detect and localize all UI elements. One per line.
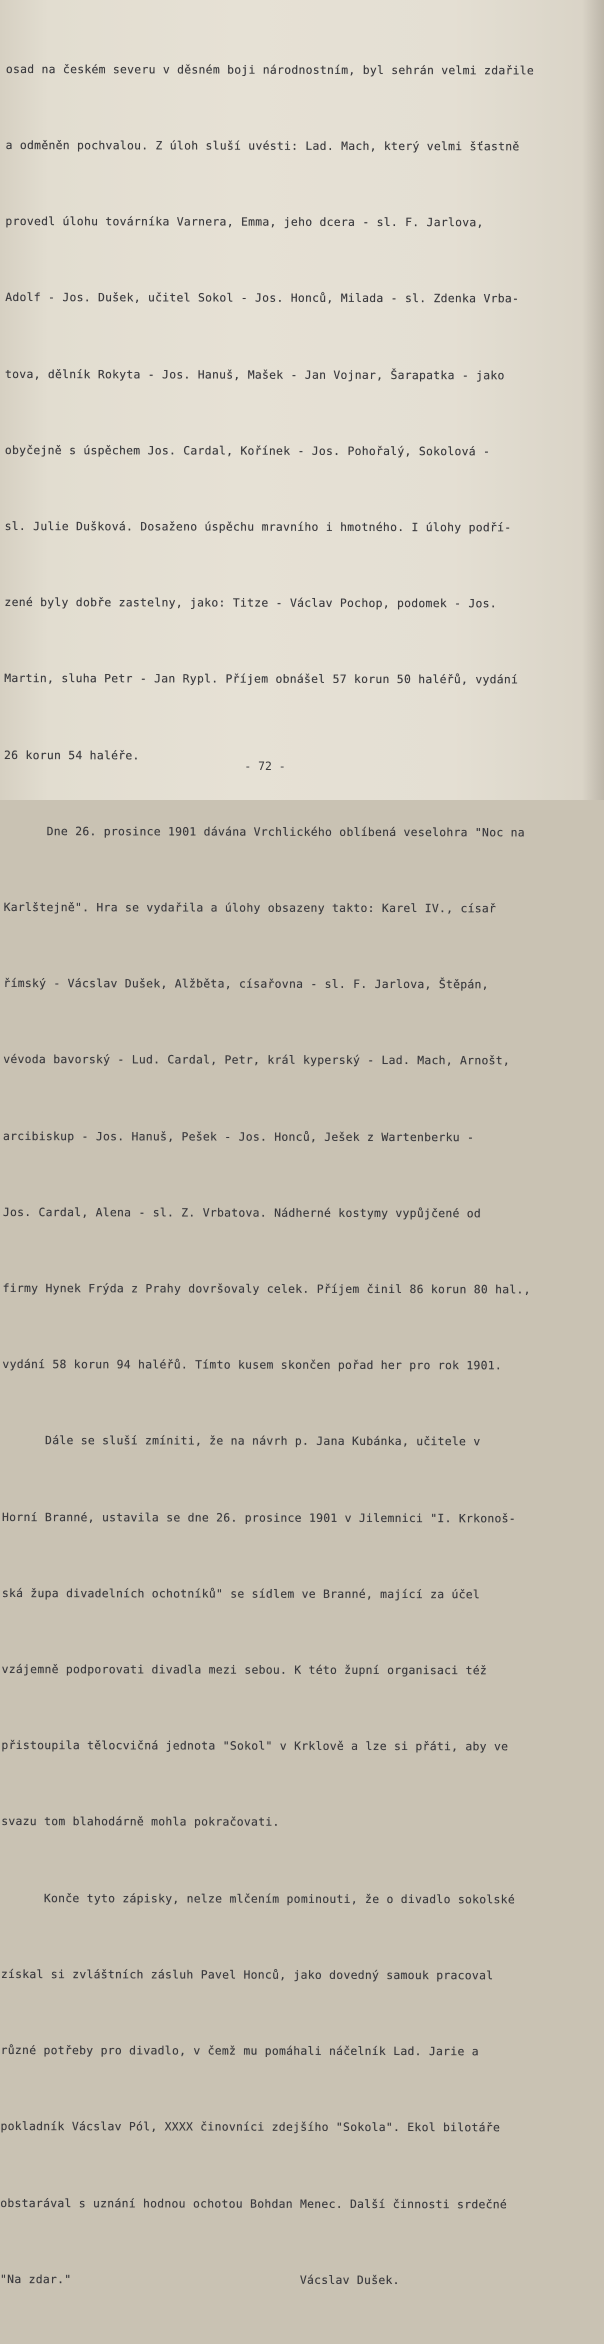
text-line: vzájemně podporovati divadla mezi sebou. K této župní organisaci též — [1, 1662, 488, 1678]
text-line: pokladník Vácslav Pól, XXXX činovníci zdejšího "Sokola". Ekol bilotáře — [0, 2119, 501, 2135]
page-number: - 72 - — [244, 759, 286, 773]
text-line: Adolf - Jos. Dušek, učitel Sokol - Jos. Honců, Milada - sl. Zdenka Vrba- — [5, 290, 520, 306]
text-line: osad na českém severu v děsném boji národnostním, byl sehrán velmi zdařile — [5, 61, 535, 78]
text-line: provedl úlohu továrníka Varnera, Emma, jeho dcera - sl. F. Jarlova, — [5, 214, 484, 230]
text-line: získal si zvláštních zásluh Pavel Honců, jako dovedný samouk pracoval — [0, 1966, 494, 1983]
text-line: sl. Julie Dušková. Dosaženo úspěchu mravního i hmotného. I úlohy podří- — [4, 519, 512, 535]
text-line: Dále se sluší zmíniti, že na návrh p. Jana Kubánka, učitele v — [2, 1433, 481, 1449]
text-line: "Na zdar." Vácslav Dušek. — [0, 2271, 400, 2287]
text-line: zené byly dobře zastelny, jako: Titze - Václav Pochop, podomek - Jos. — [4, 595, 497, 611]
text-line: 26 korun 54 haléře. — [4, 747, 140, 762]
text-line: obstarával s uznání hodnou ochotou Bohdan Menec. Další činnosti srdečné — [0, 2195, 508, 2211]
text-line: římský - Vácslav Dušek, Alžběta, císařovna - sl. F. Jarlova, Štěpán, — [3, 976, 489, 992]
text-line: vydání 58 korun 94 haléřů. Tímto kusem skončen pořad her pro rok 1901. — [2, 1357, 503, 1373]
text-line: různé potřeby pro divadlo, v čemž mu pomáhali náčelník Lad. Jarie a — [0, 2043, 479, 2059]
text-line: arcibiskup - Jos. Hanuš, Pešek - Jos. Honců, Ješek z Wartenberku - — [3, 1128, 475, 1144]
text-line: Karlštejně". Hra se vydařila a úlohy obsazeny takto: Karel IV., císař — [3, 900, 497, 916]
text-line: a odměněn pochvalou. Z úloh sluší uvésti: Lad. Mach, který velmi šťastně — [5, 138, 520, 154]
text-line: Jos. Cardal, Alena - sl. Z. Vrbatova. Nádherné kostymy vypůjčené od — [2, 1204, 482, 1221]
text-line: Horní Branné, ustavila se dne 26. prosince 1901 v Jilemnici "I. Krkonoš- — [2, 1509, 516, 1526]
text-line: tova, dělník Rokyta - Jos. Hanuš, Mašek - Jan Vojnar, Šarapatka - jako — [5, 366, 505, 382]
text-line: přistoupila tělocvičná jednota "Sokol" v Krklově a lze si přáti, aby ve — [1, 1738, 509, 1754]
text-line: Dne 26. prosince 1901 dávána Vrchlického oblíbená veselohra "Noc na — [3, 823, 525, 840]
page-body-text — [0, 6, 598, 2344]
text-line: obyčejně s úspěchem Jos. Cardal, Kořínek - Jos. Pohořalý, Sokolová - — [4, 442, 491, 459]
text-line: firmy Hynek Frýda z Prahy dovršovaly celek. Příjem činil 86 korun 80 hal., — [2, 1281, 531, 1297]
text-line: svazu tom blahodárně mohla pokračovati. — [1, 1814, 280, 1830]
text-line: Martin, sluha Petr - Jan Rypl. Příjem obnášel 57 korun 50 haléřů, vydání — [4, 671, 519, 687]
text-line: Konče tyto zápisky, nelze mlčením pominouti, že o divadlo sokolské — [1, 1890, 515, 1907]
text-line: ská župa divadelních ochotníků" se sídlem ve Branné, mající za účel — [1, 1585, 481, 1602]
text-line: vévoda bavorský - Lud. Cardal, Petr, král kyperský - Lad. Mach, Arnošt, — [3, 1052, 511, 1068]
